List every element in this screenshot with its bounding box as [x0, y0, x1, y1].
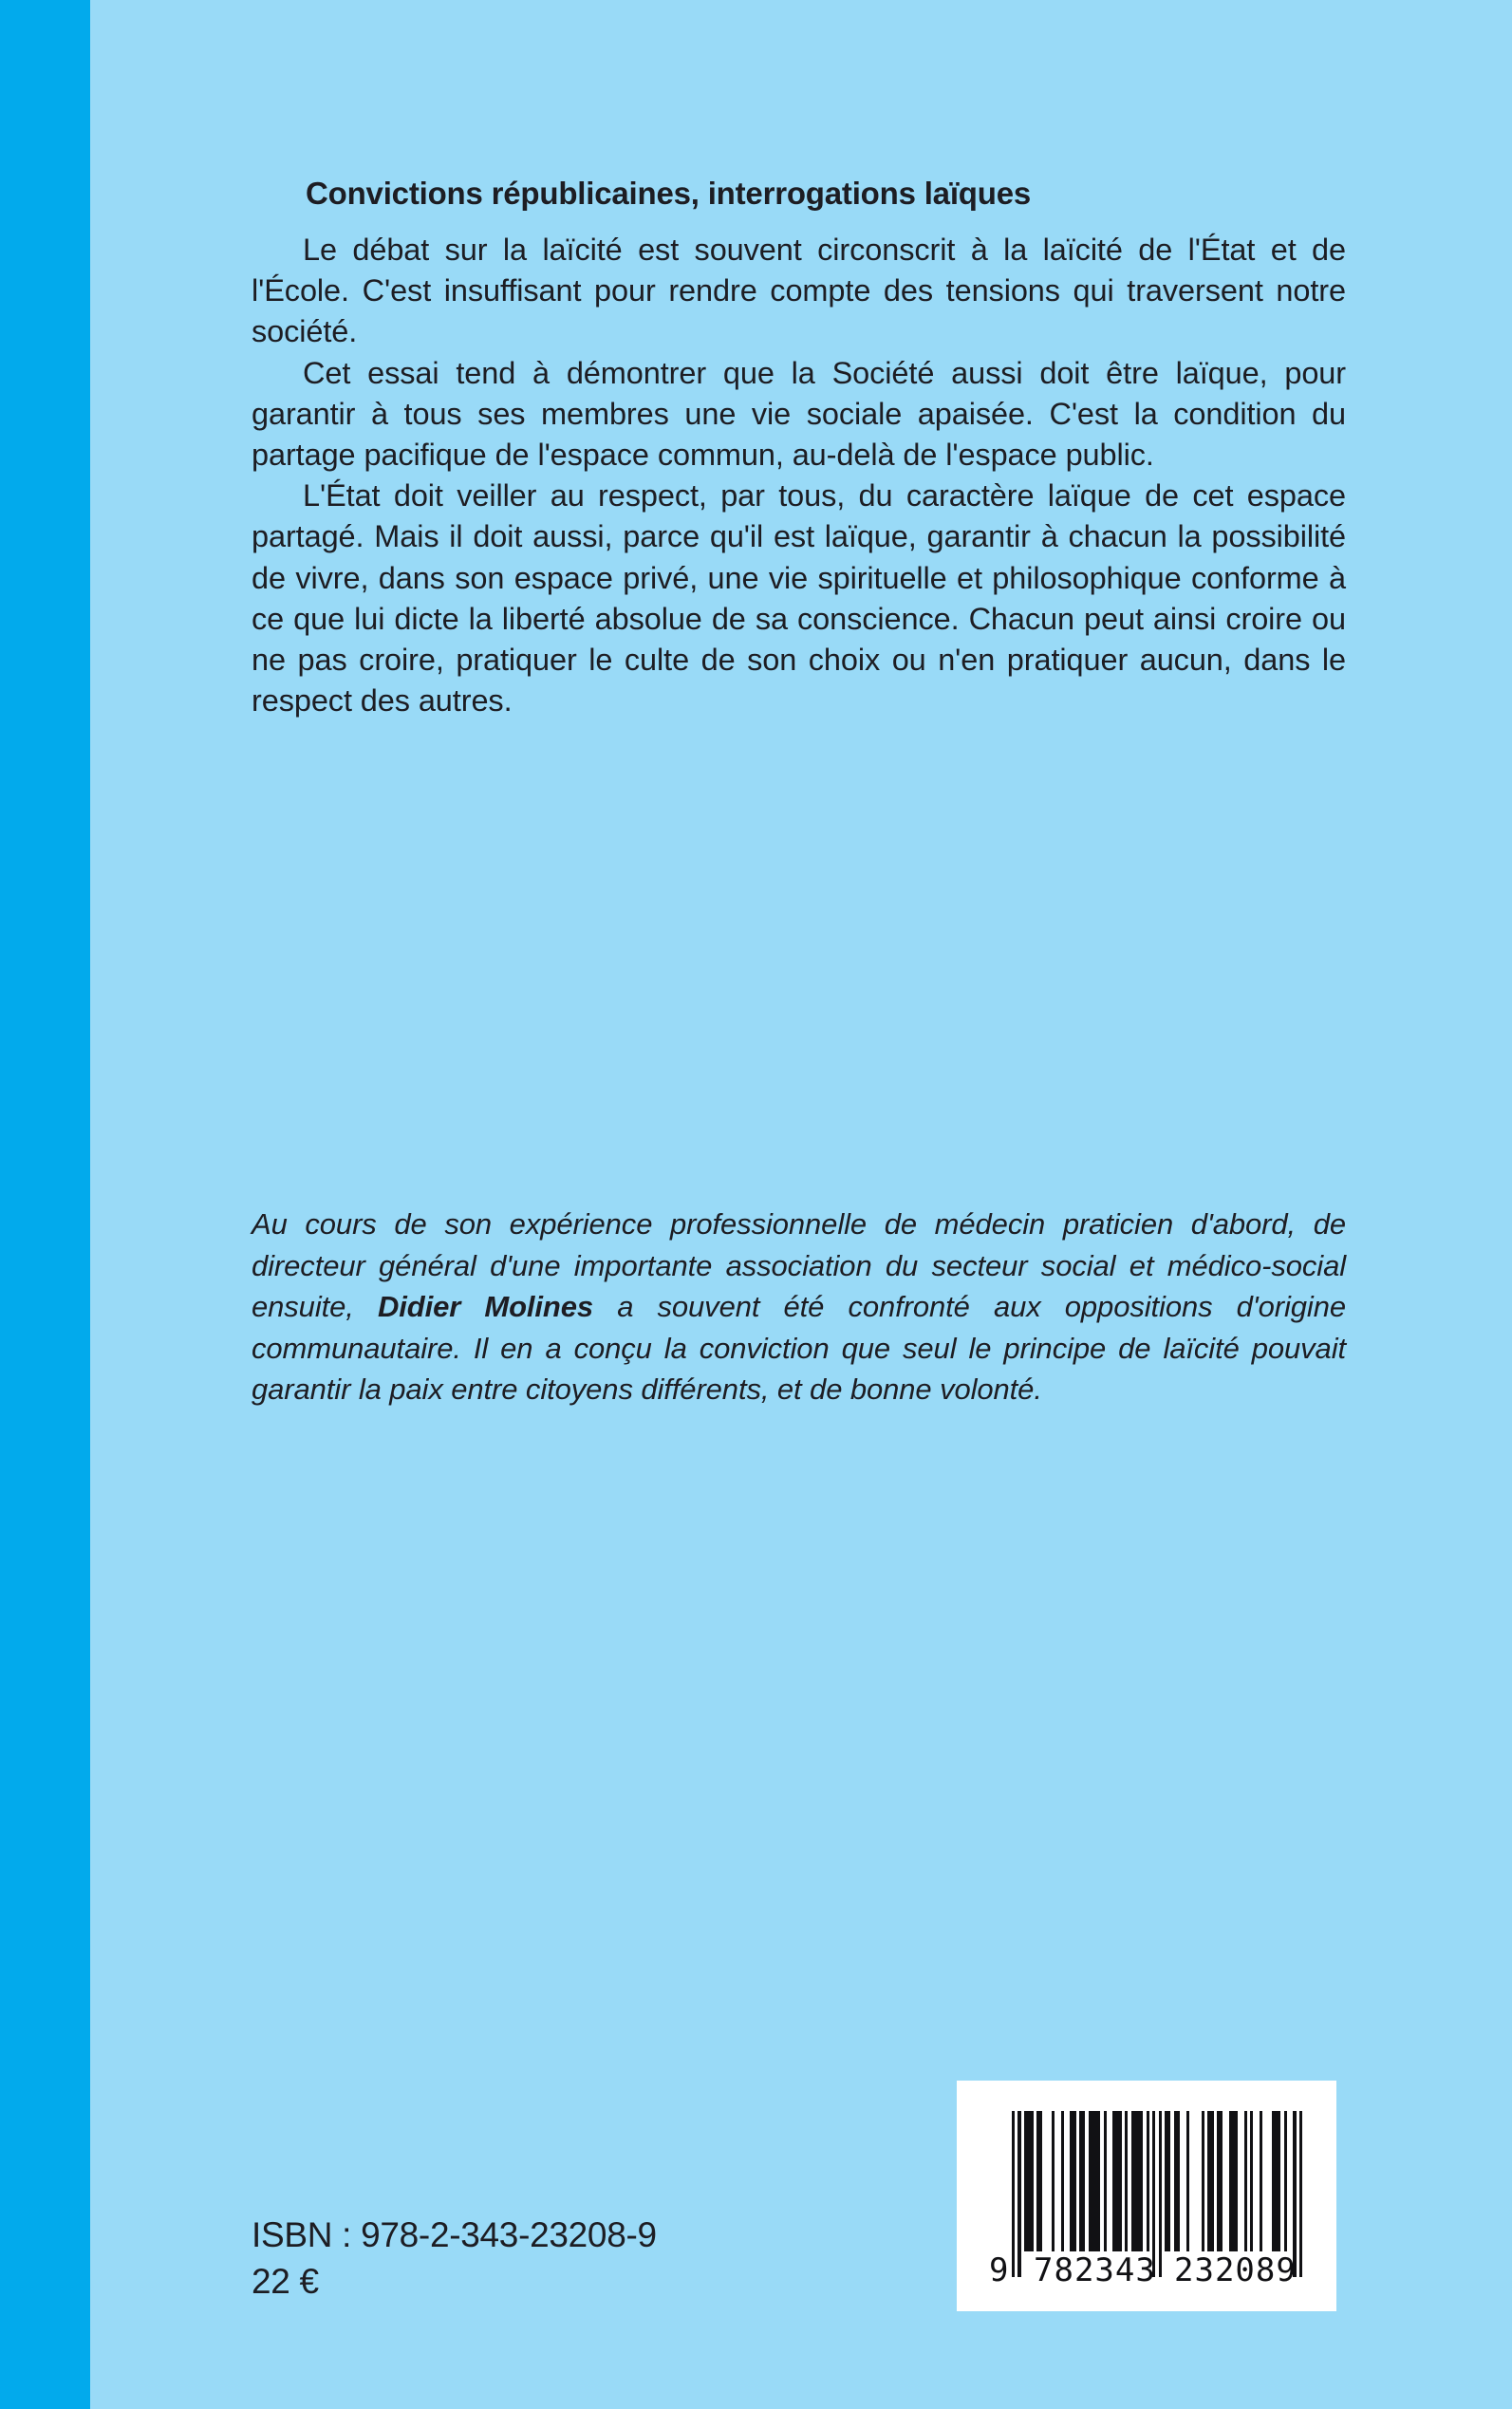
spine-color-strip [0, 0, 90, 2409]
blurb-paragraph: Le débat sur la laïcité est souvent circonscrit à la laïcité de l'État et de l'École. C'est insuffisant pour rendre compte des tensions qui traversent notre société. [252, 233, 1346, 349]
barcode-left-group: 782343 [1034, 2251, 1156, 2289]
isbn-price-block [252, 2212, 657, 2305]
barcode-lead-digit: 9 [989, 2251, 1010, 2289]
author-bio-text-after: a souvent été confronté aux oppositions d'origine communautaire. Il en a conçu la conviction que seul le principe de laïcité pouvait garantir la paix entre citoyens différents, et de bonne volonté. [252, 1290, 1346, 1406]
barcode-bar [1131, 2111, 1144, 2251]
barcode-bar [1229, 2111, 1239, 2251]
blurb-paragraph: L'État doit veiller au respect, par tous, du caractère laïque de cet espace partagé. Mais il doit aussi, parce qu'il est laïque, garantir à chacun la possibilité de vivre, dans son espace privé, une vie spirituelle et philosophique conforme à ce que lui dicte la liberté absolue de sa conscience. Chacun peut ainsi croire ou ne pas croire, pratiquer le culte de son choix ou n'en pratiquer aucun, dans le respect des autres. [252, 478, 1346, 719]
barcode-right-group: 232089 [1174, 2251, 1297, 2289]
barcode-bar [1260, 2111, 1262, 2251]
isbn-value: ISBN : 978-2-343-23208-9 [252, 2215, 657, 2254]
barcode-bar [1024, 2111, 1034, 2251]
barcode-bar [1079, 2111, 1085, 2251]
author-bio-paragraph [252, 1204, 1346, 1410]
barcode-icon [957, 2081, 1336, 2311]
author-bio [252, 1204, 1346, 1410]
page-title: Convictions républicaines, interrogations laïques [306, 176, 1032, 212]
barcode-bar [1112, 2111, 1122, 2251]
barcode-bar [1089, 2111, 1101, 2251]
blurb-body [252, 230, 1346, 721]
barcode-bar [1207, 2111, 1213, 2251]
barcode-bar [1165, 2111, 1170, 2251]
author-bio-text-before: Au cours de son expérience professionnelle de médecin praticien d'abord, de directeur général d'une importante association du secteur social et médico-social ensuite, [252, 1207, 1346, 1323]
barcode-bar [1272, 2111, 1281, 2251]
barcode-bar [1250, 2111, 1253, 2251]
barcode-bar [1217, 2111, 1223, 2251]
barcode-bar [1284, 2111, 1287, 2251]
author-name: Didier Molines [377, 1290, 594, 1323]
barcode-bar [1070, 2111, 1075, 2251]
barcode-bar [1186, 2111, 1189, 2251]
barcode-bar [1036, 2111, 1042, 2251]
price-value: 22 € [252, 2262, 319, 2301]
barcode-bar [1104, 2111, 1107, 2251]
barcode-digits [981, 2251, 1314, 2289]
barcode-bars [1012, 2111, 1302, 2251]
blurb-paragraph: Cet essai tend à démontrer que la Société aussi doit être laïque, pour garantir à tous ses membres une vie sociale apaisée. C'est la condition du partage pacifique de l'espace commun, au-delà de l'espace public. [252, 355, 1346, 473]
barcode-bar [1174, 2111, 1180, 2251]
barcode-bar [1061, 2111, 1064, 2251]
barcode-bar [1052, 2111, 1055, 2251]
barcode-bar [1244, 2111, 1247, 2251]
barcode-bar [1147, 2111, 1149, 2251]
barcode-bar [1125, 2111, 1128, 2251]
barcode-bar [1202, 2111, 1204, 2251]
